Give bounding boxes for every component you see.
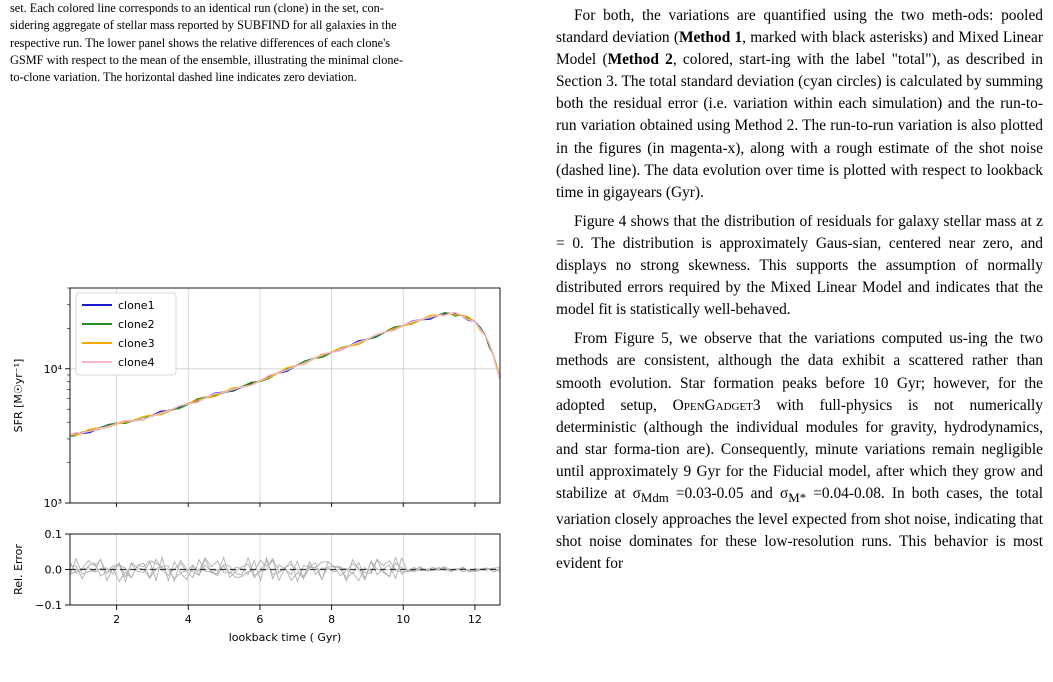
- text-run: with full-physics is not numerically deterministic (although the individual modules for gravity, hydrodynamics, and star forma-tion are). Consequently, minute variations remain negligible until approximately 9 Gyr for the Fiducial model, after which they grow and stabilize at σ: [556, 396, 1043, 502]
- upper-panel: [12, 288, 500, 510]
- caption-line: to-clone variation. The horizontal dashed line indicates zero deviation.: [10, 70, 357, 85]
- y-tick-label: 10⁴: [43, 362, 62, 376]
- text-run: =0.03-0.05 and σ: [668, 484, 789, 502]
- x-tick-label: 6: [256, 613, 264, 626]
- paragraph-figure5: [556, 328, 1043, 575]
- x-tick-label: 10: [396, 613, 411, 626]
- text-run: For both, the variations are quantified using the two meth-ods: pooled standard deviation (: [556, 7, 1043, 47]
- y-tick-label: 0.0: [44, 563, 62, 577]
- x-tick-label: 4: [184, 613, 192, 626]
- method1-label: Method 1: [678, 29, 743, 47]
- y-tick-label: 10³: [43, 497, 62, 510]
- text-run: From Figure 5, we observe that the variations computed us-ing the two methods are consistent, although the data exhibit a scattered rather than smooth evolution. Star formation peaks before 10 Gyr; however, for the adopted setup,: [556, 330, 1043, 414]
- caption-line: GSMF with respect to the mean of the ensemble, illustrating the minimal clone-: [10, 52, 404, 67]
- y-tick-label: 0.1: [44, 528, 62, 541]
- caption-line: sidering aggregate of stellar mass reported by SUBFIND for all galaxies in the: [10, 18, 397, 33]
- legend-label-clone4: clone4: [118, 356, 155, 369]
- figure-caption: [10, 0, 465, 86]
- method2-label: Method 2: [607, 51, 673, 69]
- x-axis-label: lookback time ( Gyr): [228, 631, 342, 644]
- caption-line: set. Each colored line corresponds to an identical run (clone) in the set, con-: [10, 1, 384, 15]
- text-run: =0.04-0.08. In both cases, the total variation closely approaches the level expected from shot noise, indicating that shot noise dominates for these low-resolution runs. This behavior is most evident for: [556, 484, 1043, 573]
- subscript: Mdm: [640, 491, 669, 506]
- paragraph-figure4: Figure 4 shows that the distribution of residuals for galaxy stellar mass at z = 0. The distribution is approximately Gaus-sian, centered near zero, and displays no strong skewness. This supports the assumption of normally distributed errors required by the Mixed Linear Model and indicates that the model fit is statistically well-behaved.: [556, 212, 1043, 319]
- lower-panel: [12, 528, 500, 644]
- legend-label-clone1: clone1: [118, 299, 155, 312]
- y-axis-label: SFR [M☉yr⁻¹]: [12, 358, 25, 433]
- legend: [76, 293, 176, 375]
- text-run: , marked with black asterisks) and Mixed Linear Model (: [556, 29, 1043, 69]
- x-tick-label: 12: [467, 613, 482, 626]
- sfr-figure: [0, 278, 520, 678]
- body-text-column: [556, 5, 1043, 582]
- x-tick-label: 2: [113, 613, 121, 626]
- subscript: M*: [788, 491, 807, 506]
- paragraph-methods: [556, 5, 1043, 204]
- legend-label-clone2: clone2: [118, 318, 155, 331]
- text-run: , colored, start-ing with the label "total"), as described in Section 3. The total standard deviation (cyan circles) is calculated by summing both the residual error (i.e. variation within each simulation) and the run-to-run variation obtained using Method 2. The run-to-run variation is also plotted in the figures (in magenta-x), along with a rough estimate of the shot noise (dashed line). The data evolution over time is plotted with respect to lookback time in gigayears (Gyr).: [556, 51, 1044, 201]
- code-name: OpenGadget3: [672, 396, 761, 414]
- x-tick-label: 8: [328, 613, 336, 626]
- y-tick-label: −0.1: [35, 599, 62, 612]
- legend-label-clone3: clone3: [118, 337, 155, 350]
- caption-line: respective run. The lower panel shows the relative differences of each clone's: [10, 35, 391, 50]
- y-axis-label: Rel. Error: [12, 544, 25, 595]
